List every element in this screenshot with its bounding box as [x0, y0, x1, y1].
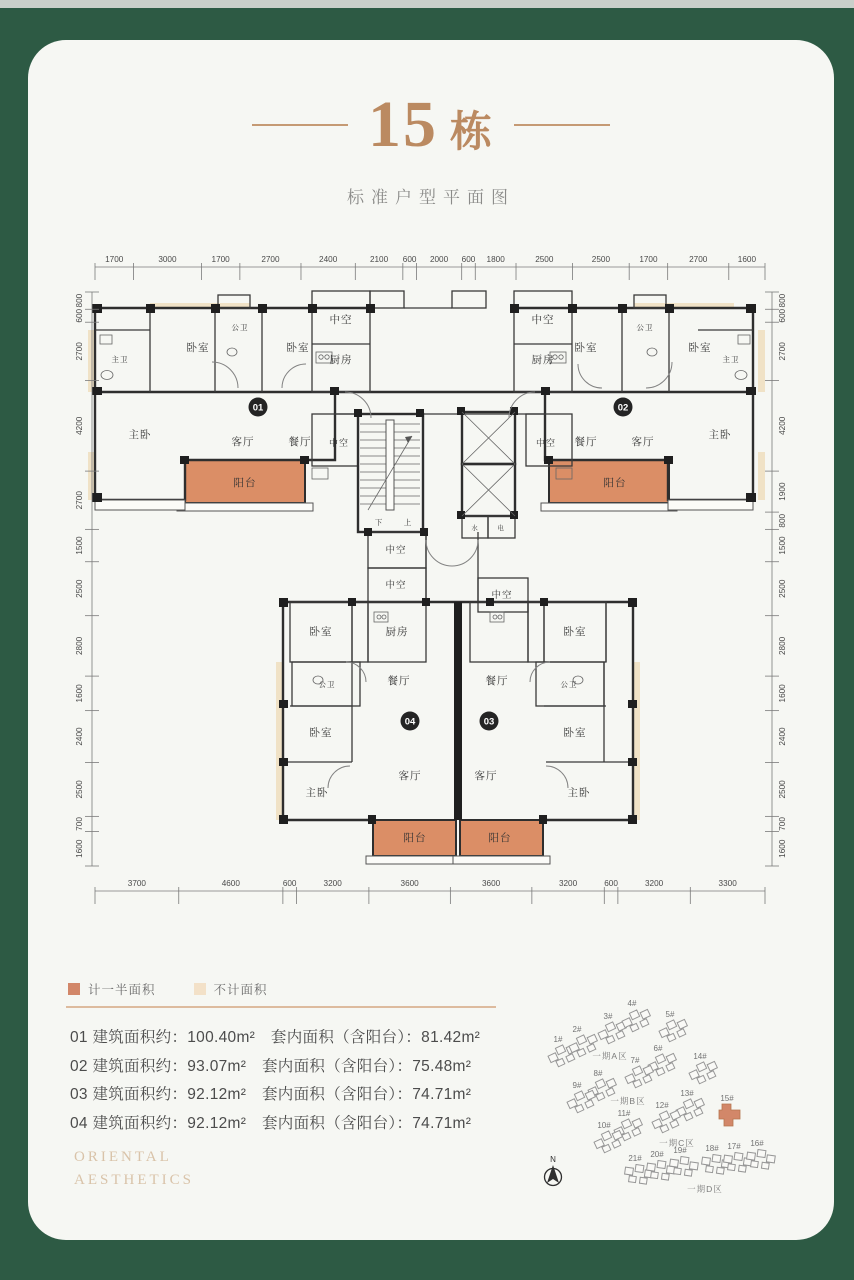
- dim-label: 1500: [75, 536, 84, 555]
- room-label: 中空: [531, 314, 555, 326]
- dim-label: 1600: [75, 684, 84, 703]
- north-arrow: [545, 1155, 562, 1186]
- dim-label: 600: [604, 879, 618, 888]
- building-suffix: 栋: [449, 110, 494, 156]
- svg-text:04: 04: [404, 716, 416, 728]
- site-building-label: 6#: [653, 1044, 663, 1053]
- room-label: 卧室: [563, 626, 587, 638]
- dim-label: 700: [75, 817, 84, 831]
- dim-label: 2400: [75, 727, 84, 746]
- room-label: 餐厅: [485, 675, 509, 687]
- brand-line-1: ORIENTAL: [74, 1149, 172, 1165]
- site-building-15: [719, 1104, 740, 1126]
- dim-label: 2700: [778, 342, 787, 361]
- site-building-label: 16#: [750, 1139, 764, 1148]
- legend-label-half-area: 计一半面积: [88, 983, 156, 997]
- dim-label: 800: [75, 293, 84, 308]
- site-building-label: 4#: [627, 999, 637, 1008]
- dimension-chains: [75, 255, 787, 904]
- area-line-01: 01 建筑面积约：100.40m² 套内面积（含阳台）：81.42m²: [70, 1029, 481, 1046]
- site-building-label: 17#: [727, 1142, 741, 1151]
- room-label: 卧室: [286, 342, 310, 354]
- site-building-19: [669, 1155, 699, 1177]
- dim-label: 2500: [591, 255, 611, 264]
- dim-label: 1500: [778, 536, 787, 555]
- site-building-label: 15#: [720, 1094, 734, 1103]
- room-label: 餐厅: [574, 436, 598, 448]
- dim-label: 1700: [105, 255, 124, 264]
- legend: [68, 980, 268, 998]
- dim-label: 600: [402, 255, 417, 264]
- room-label: 餐厅: [387, 675, 411, 687]
- dim-label: 4600: [221, 879, 240, 888]
- room-label: 餐厅: [288, 436, 312, 448]
- dim-label: 3600: [400, 879, 419, 888]
- site-building-label: 19#: [673, 1146, 687, 1155]
- site-building-label: 5#: [665, 1010, 675, 1019]
- dim-label: 700: [778, 817, 787, 831]
- svg-text:03: 03: [483, 716, 495, 728]
- dim-label: 2800: [778, 636, 787, 656]
- room-label: 主卫: [722, 355, 740, 364]
- building-title: [367, 88, 494, 161]
- dim-label: 600: [75, 308, 84, 323]
- dim-label: 2700: [261, 255, 280, 264]
- site-building-label: 12#: [655, 1101, 669, 1110]
- dim-label: 1800: [486, 255, 505, 264]
- dim-label: 800: [778, 513, 787, 528]
- unit-badge-04: [401, 712, 420, 731]
- svg-text:01: 01: [252, 402, 264, 414]
- dim-label: 2100: [369, 255, 389, 264]
- site-building-4: [620, 1006, 653, 1034]
- dim-label: 2700: [689, 255, 708, 264]
- north-label: N: [550, 1155, 556, 1164]
- title-line-right: [514, 124, 610, 126]
- room-label: 中空: [535, 438, 557, 448]
- legend-label-excluded-area: 不计面积: [213, 983, 268, 997]
- dim-label: 1600: [737, 255, 757, 264]
- dim-label: 2500: [535, 255, 554, 264]
- site-building-14: [687, 1058, 720, 1086]
- room-label: 卧室: [186, 342, 210, 354]
- site-building-label: 21#: [628, 1154, 642, 1163]
- dim-label: 2700: [75, 491, 84, 510]
- room-label: 客厅: [474, 770, 498, 782]
- site-building-label: 14#: [693, 1052, 707, 1061]
- site-building-label: 7#: [630, 1056, 640, 1065]
- title-line-left: [252, 124, 348, 126]
- area-line-02: 02 建筑面积约：93.07m² 套内面积（含阳台）：75.48m²: [70, 1057, 472, 1075]
- site-building-label: 8#: [593, 1069, 603, 1078]
- walls: [95, 291, 753, 820]
- dim-label: 1600: [75, 839, 84, 858]
- dim-label: 2700: [75, 342, 84, 361]
- site-building-label: 11#: [617, 1109, 631, 1118]
- room-label: 公卫: [636, 323, 654, 332]
- site-building-label: 1#: [553, 1035, 563, 1044]
- room-label: 客厅: [231, 436, 255, 448]
- subtitle: 标准户型平面图: [347, 188, 515, 207]
- dim-label: 3700: [127, 879, 146, 888]
- room-label: 阳台: [233, 477, 257, 489]
- room-label: 中空: [491, 590, 513, 601]
- dim-label: 3300: [718, 879, 737, 888]
- dim-label: 2400: [319, 255, 338, 264]
- site-building-label: 13#: [680, 1089, 694, 1098]
- site-zone-label: 一期B区: [610, 1096, 646, 1106]
- site-building-6: [646, 1050, 679, 1078]
- legend-swatch-half-area: [68, 983, 80, 995]
- top-strip: [0, 0, 854, 8]
- room-label: 主卧: [305, 787, 329, 799]
- dim-label: 2500: [75, 579, 84, 598]
- site-building-label: 10#: [597, 1121, 611, 1130]
- dim-label: 600: [778, 308, 787, 323]
- room-label: 公卫: [318, 680, 336, 689]
- dim-label: 600: [461, 255, 476, 264]
- room-label: 卧室: [309, 626, 333, 638]
- area-line-03: 03 建筑面积约：92.12m² 套内面积（含阳台）：74.71m²: [70, 1086, 472, 1103]
- room-label: 公卫: [231, 323, 249, 332]
- dim-label: 3200: [323, 879, 342, 888]
- unit-badge-01: [249, 398, 268, 417]
- floorplan-card: [28, 40, 834, 1240]
- room-label: 公卫: [560, 680, 578, 689]
- brand-text: [74, 1146, 194, 1192]
- dim-label: 3000: [158, 255, 177, 264]
- unit-area-table: [70, 1024, 480, 1138]
- room-label: 阳台: [403, 832, 427, 844]
- dim-label: 2500: [778, 780, 787, 799]
- dim-label: 3200: [644, 879, 664, 888]
- wall-piers: [92, 304, 756, 824]
- dim-label: 2500: [778, 579, 787, 598]
- dim-label: 2500: [75, 780, 84, 799]
- area-line-04: 04 建筑面积约：92.12m² 套内面积（含阳台）：74.71m²: [70, 1114, 472, 1132]
- brand-line-2: AESTHETICS: [74, 1172, 194, 1188]
- room-label: 客厅: [631, 436, 655, 448]
- dim-label: 600: [282, 879, 297, 888]
- room-label: 厨房: [329, 354, 353, 366]
- dim-chain-right: [765, 292, 787, 866]
- room-label: 卧室: [309, 727, 333, 739]
- site-zone-label: 一期D区: [687, 1184, 723, 1194]
- site-building-13: [674, 1095, 707, 1123]
- dim-label: 1700: [639, 255, 658, 264]
- room-label: 厨房: [385, 626, 409, 638]
- dim-label: 3600: [482, 879, 501, 888]
- room-label: 水: [471, 525, 479, 532]
- site-building-label: 9#: [572, 1081, 582, 1090]
- room-label: 主卧: [567, 787, 591, 799]
- unit-badge-02: [614, 398, 633, 417]
- site-building-label: 2#: [572, 1025, 582, 1034]
- legend-swatch-excluded-area: [194, 983, 206, 995]
- site-zone-label: 一期C区: [659, 1138, 695, 1148]
- site-buildings: [546, 999, 775, 1194]
- building-number: 15: [367, 88, 438, 161]
- room-label: 中空: [385, 580, 407, 591]
- dim-chain-top: [95, 255, 765, 280]
- room-label: 中空: [385, 545, 407, 556]
- dim-label: 2800: [75, 636, 84, 656]
- stairs: [360, 420, 420, 510]
- dim-label: 1600: [778, 839, 787, 858]
- unit-badge-03: [480, 712, 499, 731]
- room-label: 电: [497, 525, 505, 532]
- room-label: 阳台: [488, 832, 512, 844]
- svg-text:02: 02: [617, 402, 629, 414]
- room-label: 下: [374, 518, 384, 527]
- dim-label: 4200: [75, 416, 84, 435]
- dim-label: 2400: [778, 727, 787, 746]
- room-label: 客厅: [398, 770, 422, 782]
- dim-label: 2000: [429, 255, 449, 264]
- dim-label: 1700: [211, 255, 230, 264]
- room-label: 卧室: [574, 342, 598, 354]
- dim-label: 4200: [778, 416, 787, 435]
- site-building-label: 18#: [705, 1144, 719, 1153]
- room-label: 上: [403, 518, 413, 527]
- site-building-5: [657, 1016, 690, 1044]
- dim-label: 1600: [778, 684, 787, 703]
- dim-label: 1900: [778, 482, 787, 501]
- room-label: 主卧: [708, 429, 732, 441]
- site-building-16: [746, 1148, 776, 1170]
- room-label: 主卫: [111, 355, 129, 364]
- site-map: [528, 998, 808, 1250]
- room-label: 卧室: [563, 727, 587, 739]
- legend-divider: [66, 1006, 496, 1008]
- floorplan-drawing: [60, 240, 800, 920]
- site-zone-label: 一期A区: [592, 1051, 628, 1061]
- dim-label: 3200: [558, 879, 578, 888]
- room-label: 主卧: [128, 429, 152, 441]
- room-label: 厨房: [531, 354, 555, 366]
- dim-label: 800: [778, 293, 787, 308]
- title-block: [28, 88, 834, 161]
- site-building-label: 20#: [650, 1150, 664, 1159]
- room-label: 中空: [329, 314, 353, 326]
- room-label: 阳台: [603, 477, 627, 489]
- dim-chain-bottom: [95, 879, 765, 904]
- room-label: 中空: [328, 438, 350, 448]
- site-building-label: 3#: [603, 1012, 613, 1021]
- room-label: 卧室: [688, 342, 712, 354]
